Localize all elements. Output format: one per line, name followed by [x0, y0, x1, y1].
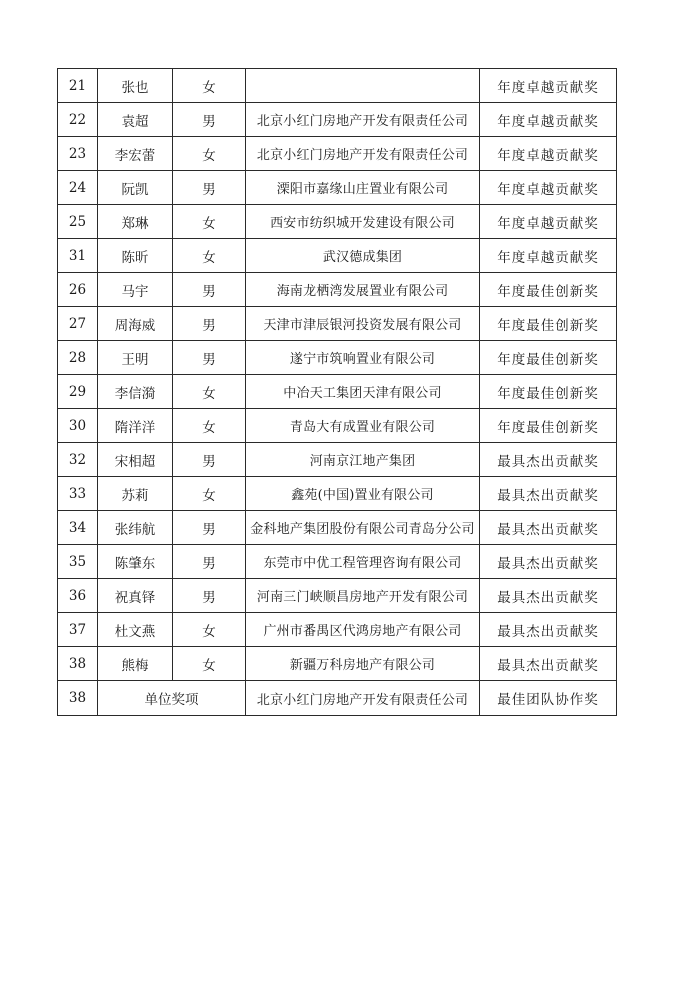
winner-gender: 男: [173, 579, 246, 613]
winner-gender: 女: [173, 239, 246, 273]
winner-name: 陈肇东: [98, 545, 173, 579]
winner-gender: 女: [173, 137, 246, 171]
award-name: 最具杰出贡献奖: [480, 443, 617, 477]
company-name: 北京小红门房地产开发有限责任公司: [246, 137, 480, 171]
winner-name: 李信漪: [98, 375, 173, 409]
table-row: [58, 579, 617, 613]
table-row: [58, 273, 617, 307]
winner-gender: 男: [173, 171, 246, 205]
winner-gender: 女: [173, 409, 246, 443]
company-name: 中冶天工集团天津有限公司: [246, 375, 480, 409]
award-name: 最具杰出贡献奖: [480, 647, 617, 681]
unit-award-row: [58, 681, 617, 716]
row-number: 28: [58, 341, 98, 375]
winner-name: 周海威: [98, 307, 173, 341]
company-name: 西安市纺织城开发建设有限公司: [246, 205, 480, 239]
winner-name: 阮凯: [98, 171, 173, 205]
winner-name: 熊梅: [98, 647, 173, 681]
table-row: [58, 477, 617, 511]
company-name: 东莞市中优工程管理咨询有限公司: [246, 545, 480, 579]
company-name: [246, 69, 480, 103]
row-number: 21: [58, 69, 98, 103]
award-name: 年度最佳创新奖: [480, 273, 617, 307]
company-name: 鑫苑(中国)置业有限公司: [246, 477, 480, 511]
table-row: [58, 205, 617, 239]
company-name: 金科地产集团股份有限公司青岛分公司: [246, 511, 480, 545]
table-row: [58, 443, 617, 477]
company-name: 遂宁市筑响置业有限公司: [246, 341, 480, 375]
award-name: 年度最佳创新奖: [480, 307, 617, 341]
winner-name: 李宏蕾: [98, 137, 173, 171]
winner-name: 袁超: [98, 103, 173, 137]
winner-gender: 男: [173, 545, 246, 579]
award-name: 最具杰出贡献奖: [480, 545, 617, 579]
winner-name: 陈昕: [98, 239, 173, 273]
award-name: 年度卓越贡献奖: [480, 69, 617, 103]
award-table: [57, 68, 617, 716]
table-row: [58, 341, 617, 375]
unit-row-number: 38: [58, 681, 98, 716]
company-name: 青岛大有成置业有限公司: [246, 409, 480, 443]
company-name: 广州市番禺区代鸿房地产有限公司: [246, 613, 480, 647]
row-number: 36: [58, 579, 98, 613]
table-row: [58, 545, 617, 579]
award-name: 年度卓越贡献奖: [480, 239, 617, 273]
row-number: 26: [58, 273, 98, 307]
award-name: 年度最佳创新奖: [480, 375, 617, 409]
table-row: [58, 103, 617, 137]
row-number: 35: [58, 545, 98, 579]
row-number: 31: [58, 239, 98, 273]
row-number: 24: [58, 171, 98, 205]
winner-gender: 男: [173, 273, 246, 307]
winner-gender: 男: [173, 103, 246, 137]
row-number: 23: [58, 137, 98, 171]
company-name: 溧阳市嘉缘山庄置业有限公司: [246, 171, 480, 205]
award-table-body: [58, 69, 617, 716]
table-row: [58, 239, 617, 273]
award-name: 年度卓越贡献奖: [480, 137, 617, 171]
row-number: 38: [58, 647, 98, 681]
table-row: [58, 171, 617, 205]
winner-name: 张纬航: [98, 511, 173, 545]
row-number: 37: [58, 613, 98, 647]
unit-row-company: 北京小红门房地产开发有限责任公司: [246, 681, 480, 716]
row-number: 29: [58, 375, 98, 409]
row-number: 33: [58, 477, 98, 511]
winner-name: 隋洋洋: [98, 409, 173, 443]
winner-gender: 女: [173, 477, 246, 511]
row-number: 22: [58, 103, 98, 137]
winner-gender: 男: [173, 443, 246, 477]
row-number: 30: [58, 409, 98, 443]
table-row: [58, 137, 617, 171]
winner-gender: 男: [173, 511, 246, 545]
row-number: 25: [58, 205, 98, 239]
winner-gender: 女: [173, 69, 246, 103]
company-name: 北京小红门房地产开发有限责任公司: [246, 103, 480, 137]
table-row: [58, 613, 617, 647]
table-row: [58, 375, 617, 409]
award-name: 年度卓越贡献奖: [480, 103, 617, 137]
winner-gender: 女: [173, 647, 246, 681]
winner-name: 祝真铎: [98, 579, 173, 613]
table-row: [58, 307, 617, 341]
unit-row-award: 最佳团队协作奖: [480, 681, 617, 716]
company-name: 武汉德成集团: [246, 239, 480, 273]
company-name: 天津市津辰银河投资发展有限公司: [246, 307, 480, 341]
table-row: [58, 69, 617, 103]
award-name: 年度最佳创新奖: [480, 341, 617, 375]
winner-name: 郑琳: [98, 205, 173, 239]
award-name: 最具杰出贡献奖: [480, 613, 617, 647]
table-row: [58, 647, 617, 681]
winner-gender: 男: [173, 341, 246, 375]
winner-gender: 男: [173, 307, 246, 341]
award-name: 年度最佳创新奖: [480, 409, 617, 443]
winner-name: 苏莉: [98, 477, 173, 511]
row-number: 32: [58, 443, 98, 477]
table-row: [58, 511, 617, 545]
company-name: 河南京江地产集团: [246, 443, 480, 477]
winner-name: 杜文燕: [98, 613, 173, 647]
company-name: 新疆万科房地产有限公司: [246, 647, 480, 681]
award-name: 年度卓越贡献奖: [480, 205, 617, 239]
award-name: 年度卓越贡献奖: [480, 171, 617, 205]
winner-name: 王明: [98, 341, 173, 375]
company-name: 河南三门峡顺昌房地产开发有限公司: [246, 579, 480, 613]
winner-gender: 女: [173, 375, 246, 409]
winner-gender: 女: [173, 205, 246, 239]
winner-name: 马宇: [98, 273, 173, 307]
row-number: 34: [58, 511, 98, 545]
award-name: 最具杰出贡献奖: [480, 477, 617, 511]
winner-name: 宋相超: [98, 443, 173, 477]
company-name: 海南龙栖湾发展置业有限公司: [246, 273, 480, 307]
table-row: [58, 409, 617, 443]
award-name: 最具杰出贡献奖: [480, 511, 617, 545]
row-number: 27: [58, 307, 98, 341]
award-name: 最具杰出贡献奖: [480, 579, 617, 613]
unit-award-label: 单位奖项: [98, 681, 246, 716]
winner-gender: 女: [173, 613, 246, 647]
winner-name: 张也: [98, 69, 173, 103]
